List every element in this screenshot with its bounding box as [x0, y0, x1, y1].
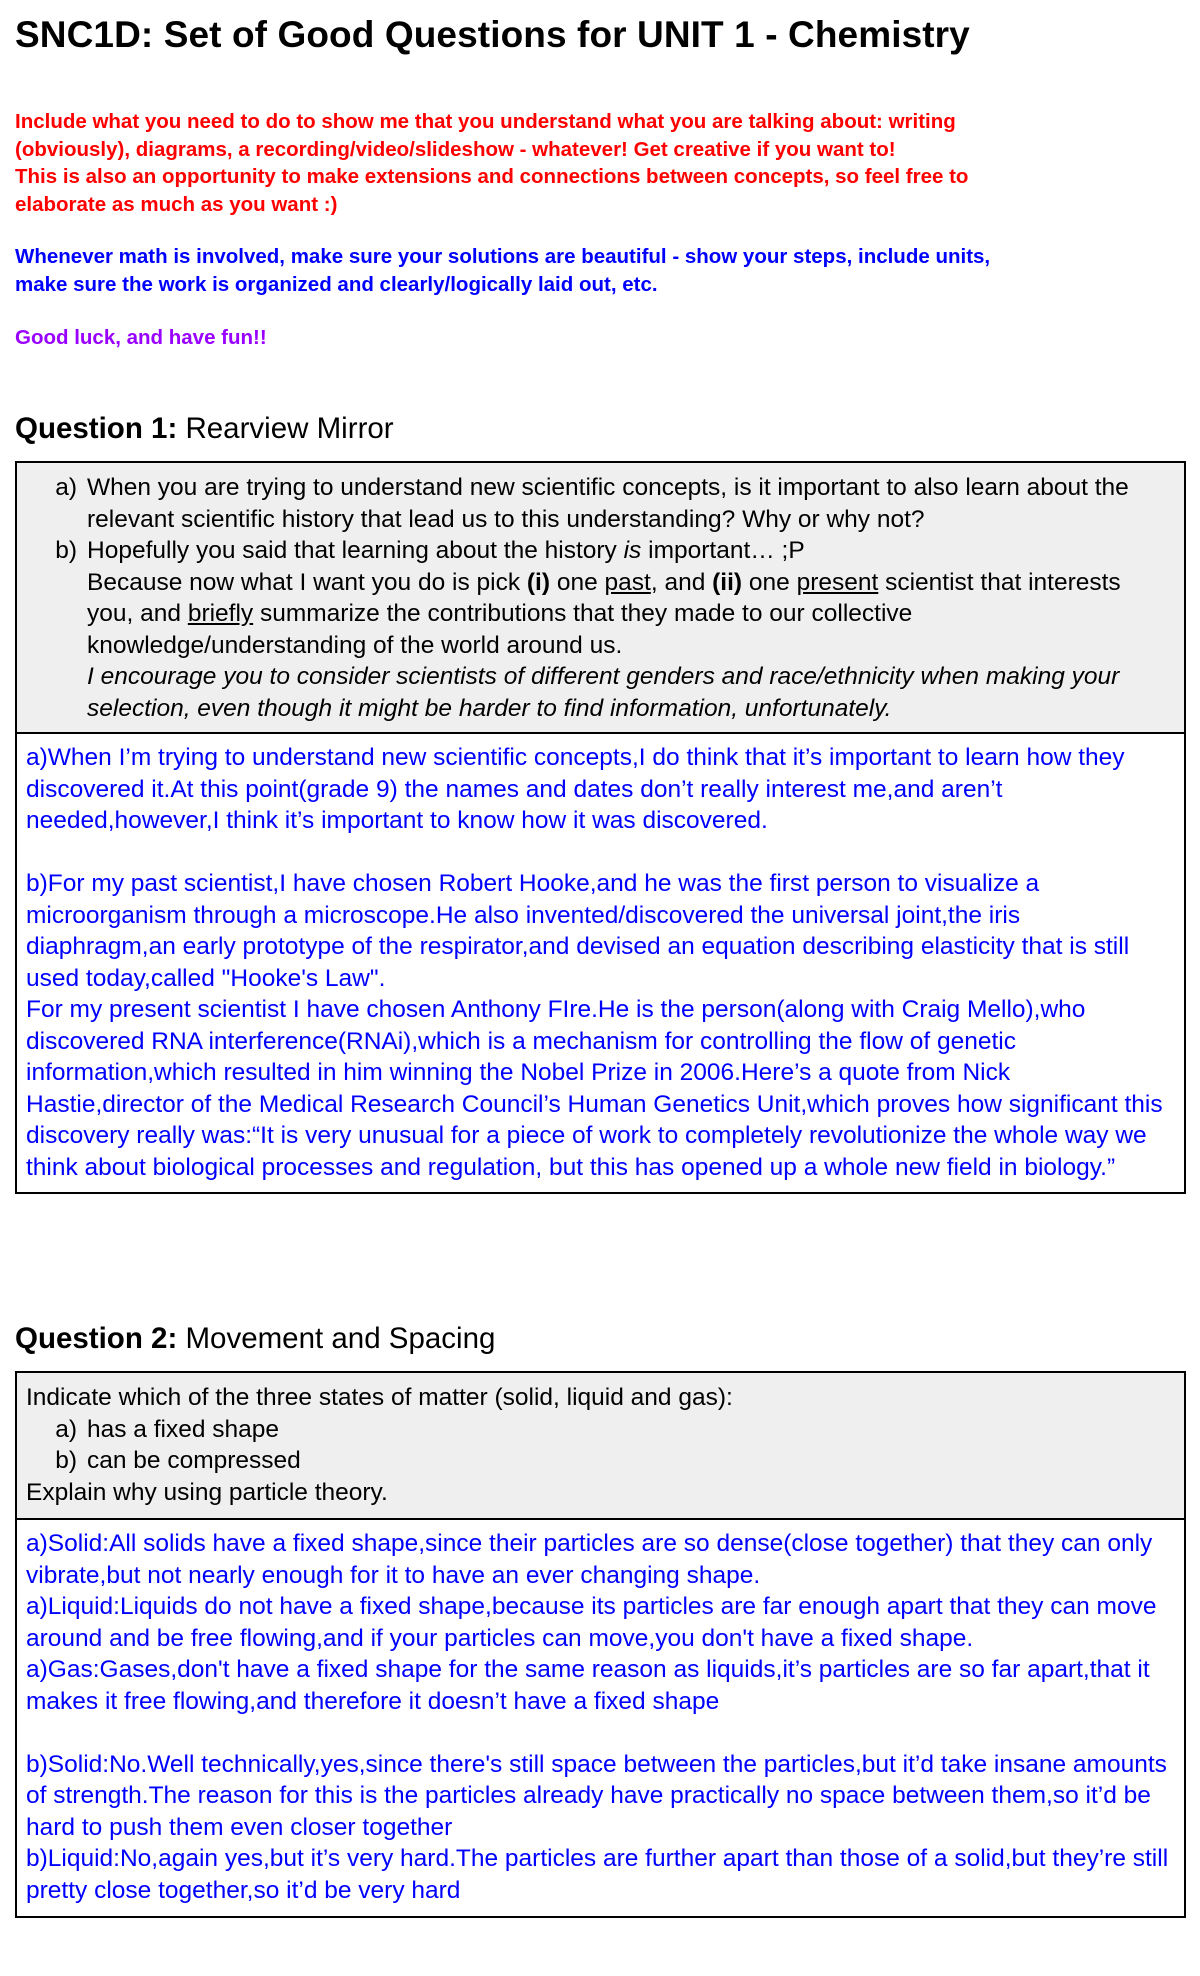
question-2-part-a: [26, 1414, 1174, 1446]
question-2-answer[interactable]: [17, 1518, 1184, 1916]
italic-note: I encourage you to consider scientists of different genders and race/ethnicity when making your selection, even though it might be harder to find information, unfortunately.: [87, 663, 1120, 722]
bold-marker: (i): [526, 568, 551, 596]
question-2-part-b-text: can be compressed: [87, 1447, 301, 1474]
question-2-heading: [15, 1322, 495, 1356]
text-run: Because now what I want you do is pick: [87, 568, 527, 596]
question-2-box: [15, 1371, 1186, 1918]
question-2-part-b: [26, 1445, 1174, 1477]
question-1-label: Question 1:: [15, 412, 178, 445]
question-1-answer[interactable]: [17, 732, 1184, 1192]
underlined-word: present: [796, 568, 879, 596]
text-run: important… ;P: [641, 537, 805, 564]
instructions-red: [15, 108, 1165, 218]
text-run: scientist that interests you, and: [87, 568, 1121, 627]
instructions-red-line: elaborate as much as you want :): [15, 192, 338, 216]
question-1-prompt: [17, 463, 1184, 732]
question-1-part-b-text: [87, 535, 1164, 724]
list-marker: b): [55, 1447, 77, 1474]
question-1-part-b: [37, 535, 1164, 724]
text-run: one: [742, 568, 797, 596]
question-2-label: Question 2:: [15, 1322, 178, 1355]
question-2-intro: Indicate which of the three states of matter (solid, liquid and gas):: [26, 1384, 733, 1411]
text-run: , and: [650, 568, 713, 596]
text-run: summarize the contributions that they made to our collective knowledge/understanding of the world around us.: [87, 600, 913, 659]
answer-paragraph: For my present scientist I have chosen Anthony FIre.He is the person(along with Craig Mello),who discovered RNA interference(RNAi),which is a mechanism for controlling the flow of genetic information,which resulted in him winning the Nobel Prize in 2006.Here’s a quote from Nick Hastie,director of the Medical Research Council’s Human Genetics Unit,which proves how significant this discovery really was:“It is very unusual for a piece of work to completely revolutionize the whole way we think about biological processes and regulation, but this has opened up a whole new field in biology.”: [26, 996, 1163, 1181]
text-run: one: [550, 568, 605, 596]
instructions-blue: [15, 243, 1165, 298]
instructions-red-line: Include what you need to do to show me that you understand what you are talking about: writing: [15, 110, 956, 133]
question-2-outro: Explain why using particle theory.: [26, 1478, 388, 1506]
answer-paragraph: b)For my past scientist,I have chosen Robert Hooke,and he was the first person to visualize a microorganism through a microscope.He also invented/discovered the universal joint,the iris diaphragm,an early prototype of the respirator,and devised an equation describing elasticity that is still used today,called "Hooke's Law".: [26, 870, 1130, 992]
answer-paragraph: b)Liquid:No,again yes,but it’s very hard.The particles are further apart than those of a solid,but they’re still pretty close together,so it’d be very hard: [26, 1845, 1169, 1904]
question-1-part-a: [37, 472, 1164, 535]
list-marker: b): [55, 537, 77, 564]
answer-paragraph: b)Solid:No.Well technically,yes,since there's still space between the particles,but it’d take insane amounts of strength.The reason for this is the particles already have practically no space between them,so it’d be hard to push them even closer together: [26, 1750, 1167, 1841]
underlined-word: briefly: [187, 600, 254, 627]
answer-paragraph: a)Solid:All solids have a fixed shape,since their particles are so dense(close together) that they can only vibrate,but not nearly enough for it to have an ever changing shape.: [26, 1530, 1153, 1589]
answer-paragraph: a)When I’m trying to understand new scientific concepts,I do think that it’s important to learn how they discovered it.At this point(grade 9) the names and dates don’t really interest me,and aren’t needed,however,I think it’s important to know how it was discovered.: [26, 744, 1125, 834]
instructions-purple: Good luck, and have fun!!: [15, 326, 267, 349]
question-2-topic: Movement and Spacing: [177, 1322, 496, 1355]
instructions-blue-line: Whenever math is involved, make sure your solutions are beautiful - show your steps, include units,: [15, 245, 991, 268]
bold-marker: (ii): [712, 568, 743, 596]
question-1-heading: [15, 412, 394, 446]
emphasis: is: [623, 537, 642, 564]
question-1-box: [15, 461, 1186, 1194]
list-marker: a): [55, 474, 77, 501]
instructions-red-line: This is also an opportunity to make extensions and connections between concepts, so feel free to: [15, 165, 969, 188]
instructions-red-line: (obviously), diagrams, a recording/video/slideshow - whatever! Get creative if you want to!: [15, 137, 896, 161]
question-2-part-a-text: has a fixed shape: [87, 1415, 280, 1443]
underlined-word: past: [604, 568, 651, 596]
text-run: Hopefully you said that learning about the history: [87, 537, 624, 564]
question-1-topic: Rearview Mirror: [177, 412, 394, 445]
list-marker: a): [55, 1415, 77, 1443]
instructions-blue-line: make sure the work is organized and clearly/logically laid out, etc.: [15, 272, 658, 296]
answer-paragraph: a)Gas:Gases,don't have a fixed shape for the same reason as liquids,it’s particles are so far apart,that it makes it free flowing,and therefore it doesn’t have a fixed shape: [26, 1656, 1150, 1715]
question-2-prompt: [17, 1373, 1184, 1518]
question-1-part-a-text: When you are trying to understand new scientific concepts, is it important to also learn about the relevant scientific history that lead us to this understanding? Why or why not?: [87, 474, 1129, 533]
answer-paragraph: a)Liquid:Liquids do not have a fixed shape,because its particles are far enough apart that they can move around and be free flowing,and if your particles can move,you don't have a fixed shape.: [26, 1593, 1157, 1652]
page-title: SNC1D: Set of Good Questions for UNIT 1 - Chemistry: [15, 14, 970, 55]
